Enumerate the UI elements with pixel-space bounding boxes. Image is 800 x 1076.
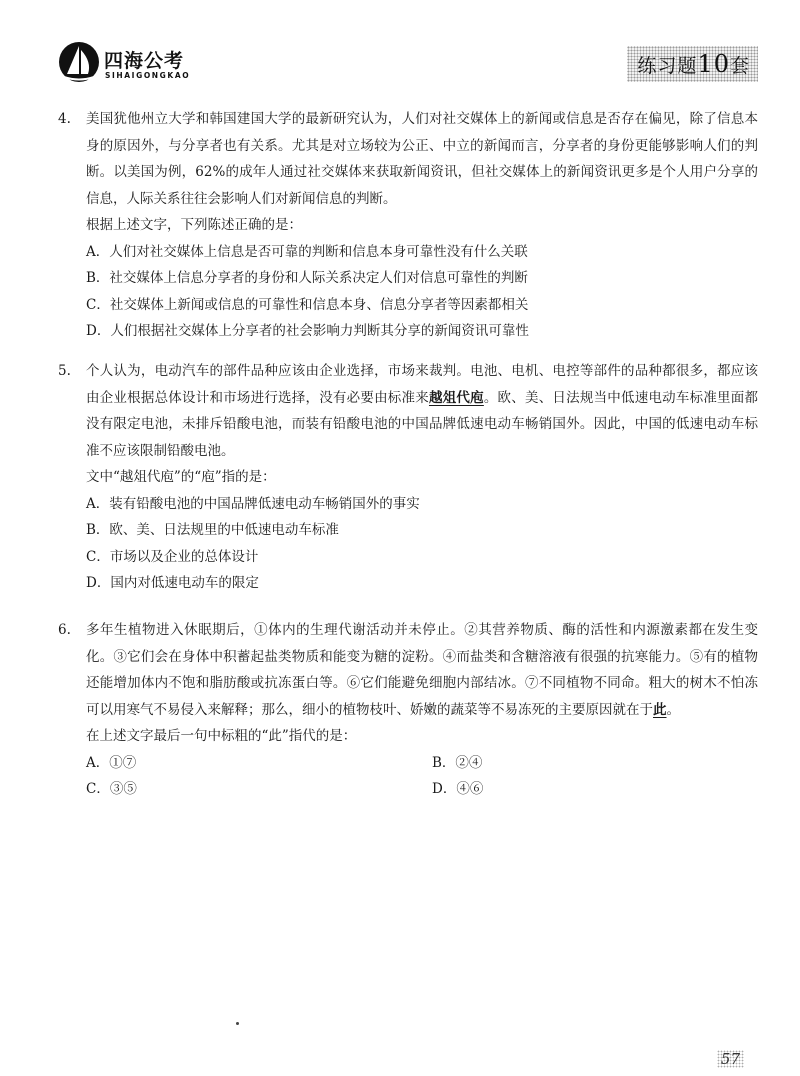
option-b: B．社交媒体上信息分享者的身份和人际关系决定人们对信息可靠性的判断 — [86, 270, 528, 286]
tag-number: 10 — [697, 50, 730, 78]
stem-text: 多年生植物进入休眠期后，①体内的生理代谢活动并未停止。②其营养物质、酶的活性和内源激素都在发生变化。③它们会在身体中积蓄起盐类物质和能变为糖的淀粉。④而盐类和含糖溶液有很强的抗寒能力。⑤有的植物还能增加体内不饱和脂肪酸或抗冻蛋白等。⑥它们能避免细胞内部结冰。⑦不同植物不同命。粗大的树木不怕冻可以用寒气不易侵入来解释；那么，细小的植物枝叶、娇嫩的蔬菜等不易冻死的主要原因就在于 — [86, 622, 758, 718]
option-d: D．人们根据社交媒体上分享者的社会影响力判断其分享的新闻资讯可靠性 — [86, 323, 529, 339]
brand-name-en: SIHAIGONGKAO — [105, 71, 191, 80]
option-a: A．①⑦ — [86, 754, 137, 771]
question-4 — [58, 106, 758, 345]
question-stem — [86, 358, 758, 464]
option-a: A．装有铅酸电池的中国品牌低速电动车畅销国外的事实 — [86, 495, 420, 512]
marked-phrase: 越俎代庖 — [428, 389, 484, 406]
question-prompt: 文中“越俎代庖”的“庖”指的是： — [86, 469, 276, 485]
question-number: 4. — [58, 111, 71, 127]
page-number: 57 — [717, 1050, 744, 1068]
option-b: B．欧、美、日法规里的中低速电动车标准 — [86, 522, 339, 538]
question-number: 5. — [58, 363, 71, 379]
tag-prefix: 练习题 — [637, 55, 698, 77]
option-c: C．③⑤ — [86, 781, 137, 797]
stem-text: 。 — [666, 701, 680, 718]
option-c: C．社交媒体上新闻或信息的可靠性和信息本身、信息分享者等因素都相关 — [86, 296, 529, 313]
stem-text: 。欧、美、日法规当中低速电动车标准里面都没有限定电池，未排斥铅酸电池，而装有铅酸电池的中国品牌低速电动车畅销国外。因此，中国的低速电动车标准不应该限制铅酸电池。 — [86, 389, 758, 459]
tag-suffix: 套 — [729, 55, 750, 77]
scan-speck — [236, 1022, 239, 1025]
sailboat-logo-icon — [58, 40, 100, 84]
brand-logo — [58, 40, 208, 90]
option-c: C．市场以及企业的总体设计 — [86, 548, 259, 565]
question-prompt: 根据上述文字，下列陈述正确的是： — [86, 217, 302, 233]
question-prompt: 在上述文字最后一句中标粗的“此”指代的是： — [86, 728, 357, 744]
question-6 — [58, 617, 758, 803]
question-stem: 美国犹他州立大学和韩国建国大学的最新研究认为，人们对社交媒体上的新闻或信息是否存在偏见，除了信息本身的原因外，与分享者也有关系。尤其是对立场较为公正、中立的新闻而言，分享者的身份更能够影响人们的判断。以美国为例，62%的成年人通过社交媒体来获取新闻资讯，但社交媒体上的新闻资讯更多是个人用户分享的信息，人际关系往往会影响人们对新闻信息的判断。 — [86, 111, 758, 207]
question-5 — [58, 358, 758, 597]
stem-text: 个人认为，电动汽车的部件品种应该由企业选择，市场来裁判。电池、电机、电控等部件的品种都很多，都应该由企业根据总体设计和市场进行选择，没有必要由标准来 — [86, 363, 758, 406]
marked-phrase: 此 — [653, 701, 667, 718]
option-a: A．人们对社交媒体上信息是否可靠的判断和信息本身可靠性没有什么关联 — [86, 243, 528, 260]
option-d: D．国内对低速电动车的限定 — [86, 575, 259, 591]
option-b: B．②④ — [432, 754, 483, 771]
question-number: 6. — [58, 622, 71, 638]
brand-name-cn: 四海公考 — [104, 50, 185, 72]
option-d: D．④⑥ — [432, 781, 484, 797]
exercise-set-tag — [627, 46, 758, 82]
options-grid — [86, 750, 758, 803]
question-stem — [86, 617, 758, 723]
